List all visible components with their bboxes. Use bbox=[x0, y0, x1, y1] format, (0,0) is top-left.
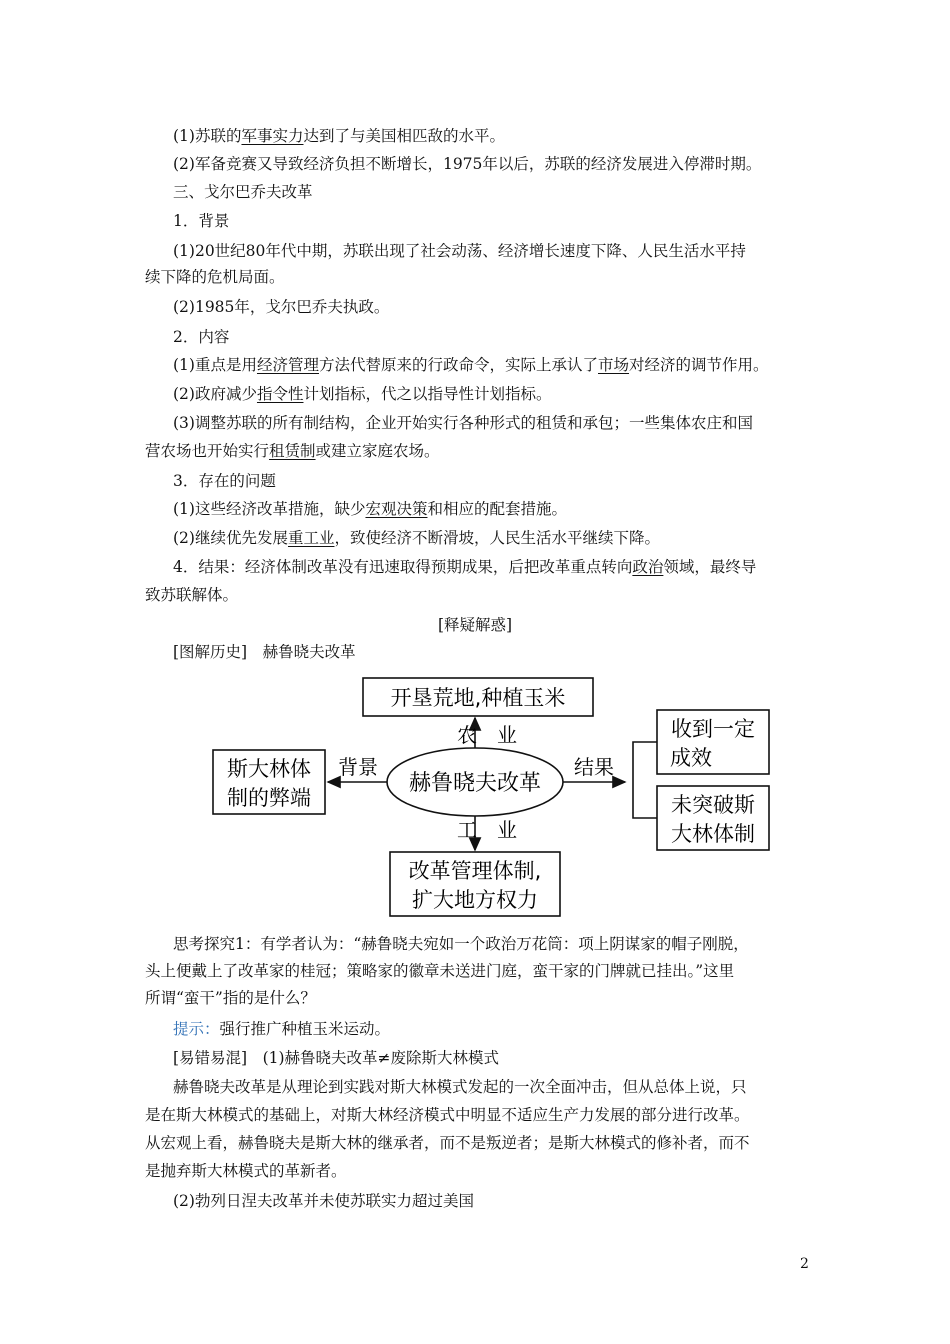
confuse-para-2: (2)勃列日涅夫改革并未使苏联实力超过美国 bbox=[173, 1192, 474, 1210]
text: 营农场也开始实行 bbox=[145, 442, 270, 460]
right-box-2-line2: 大林体制 bbox=[671, 822, 755, 846]
text: (1)这些经济改革措施，缺少 bbox=[173, 500, 366, 518]
hint-label: 提示： bbox=[173, 1020, 220, 1038]
key-term: 政治 bbox=[632, 558, 664, 576]
subheading-content: 2．内容 bbox=[173, 328, 230, 346]
diagram-title: [图解历史] 赫鲁晓夫改革 bbox=[173, 643, 356, 661]
text: 领域，最终导 bbox=[663, 558, 757, 576]
key-term: 市场 bbox=[598, 356, 630, 374]
para-background-1a: (1)20世纪80年代中期，苏联出现了社会动荡、经济增长速度下降、人民生活水平持 bbox=[173, 242, 746, 260]
para-content-3a: (3)调整苏联的所有制结构，企业开始实行各种形式的租赁和承包；一些集体农庄和国 bbox=[173, 414, 753, 432]
think-question-b: 头上便戴上了改革家的桂冠；策略家的徽章未送进门庭，蛮干家的门牌就已挂出。”这里 bbox=[145, 962, 735, 980]
text: (2)继续优先发展 bbox=[173, 529, 288, 547]
hint-text: 强行推广种植玉米运动。 bbox=[219, 1020, 391, 1038]
confuse-heading: [易错易混] (1)赫鲁晓夫改革≠废除斯大林模式 bbox=[173, 1049, 500, 1067]
right-box-1-line1: 收到一定 bbox=[671, 717, 755, 741]
khrushchev-reform-diagram bbox=[205, 672, 775, 918]
key-term: 租赁制 bbox=[269, 442, 316, 460]
para-content-3b bbox=[145, 440, 440, 462]
think-question-a: 思考探究1：有学者认为：“赫鲁晓夫宛如一个政治万花筒：项上阴谋家的帽子刚脱， bbox=[173, 935, 749, 953]
key-term: 指令性 bbox=[256, 385, 304, 403]
label-agriculture: 农 业 bbox=[457, 723, 517, 747]
text: 计划指标，代之以指导性计划指标。 bbox=[303, 385, 552, 403]
key-term: 军事实力 bbox=[241, 127, 304, 145]
text: 或建立家庭农场。 bbox=[315, 442, 440, 460]
left-box-line2: 制的弊端 bbox=[227, 786, 311, 810]
key-term: 宏观决策 bbox=[365, 500, 428, 518]
para-background-1b: 续下降的危机局面。 bbox=[145, 268, 285, 286]
para-content-2 bbox=[173, 383, 552, 405]
text: (2)政府减少 bbox=[173, 385, 257, 403]
text: 方法代替原来的行政命令，实际上承认了 bbox=[318, 356, 598, 374]
para-military-parity bbox=[173, 125, 505, 147]
para-result-b: 致苏联解体。 bbox=[145, 586, 239, 604]
label-background: 背景 bbox=[338, 755, 378, 779]
para-problem-2 bbox=[173, 527, 660, 549]
confuse-para-b: 是在斯大林模式的基础上，对斯大林经济模式中明显不适应生产力发展的部分进行改革。 bbox=[145, 1106, 750, 1124]
text: 对经济的调节作用。 bbox=[629, 356, 769, 374]
think-question-c: 所谓“蛮干”指的是什么？ bbox=[145, 989, 316, 1007]
text: (1)重点是用 bbox=[173, 356, 257, 374]
para-arms-race: (2)军备竞赛又导致经济负担不断增长，1975年以后，苏联的经济发展进入停滞时期。 bbox=[173, 155, 762, 173]
subheading-background: 1．背景 bbox=[173, 212, 230, 230]
key-term: 经济管理 bbox=[256, 356, 319, 374]
text: 和相应的配套措施。 bbox=[427, 500, 567, 518]
right-box-2-line1: 未突破斯 bbox=[671, 793, 755, 817]
text: ，致使经济不断滑坡，人民生活水平继续下降。 bbox=[334, 529, 660, 547]
confuse-para-c: 从宏观上看，赫鲁晓夫是斯大林的继承者，而不是叛逆者；是斯大林模式的修补者，而不 bbox=[145, 1134, 750, 1152]
result-bracket bbox=[633, 742, 657, 818]
subheading-problems: 3．存在的问题 bbox=[173, 472, 276, 490]
think-hint bbox=[173, 1018, 390, 1040]
text: (1)苏联的 bbox=[173, 127, 242, 145]
text: 4．结果：经济体制改革没有迅速取得预期成果，后把改革重点转向 bbox=[173, 558, 633, 576]
section-title: 三、戈尔巴乔夫改革 bbox=[173, 183, 313, 201]
label-result: 结果 bbox=[574, 755, 614, 779]
para-problem-1 bbox=[173, 498, 567, 520]
explain-heading: [释疑解惑] bbox=[437, 616, 513, 634]
para-result-a bbox=[173, 556, 756, 578]
para-background-2: (2)1985年，戈尔巴乔夫执政。 bbox=[173, 298, 390, 316]
label-industry: 工 业 bbox=[457, 818, 517, 842]
bottom-box-line2: 扩大地方权力 bbox=[412, 888, 538, 912]
key-term: 重工业 bbox=[287, 529, 335, 547]
top-box-text: 开垦荒地,种植玉米 bbox=[390, 686, 566, 710]
bottom-box-line1: 改革管理体制, bbox=[408, 859, 542, 883]
left-box-line1: 斯大林体 bbox=[227, 757, 311, 781]
page-number: 2 bbox=[800, 1256, 809, 1272]
center-text: 赫鲁晓夫改革 bbox=[408, 771, 542, 796]
right-box-1-line2: 成效 bbox=[670, 746, 712, 770]
confuse-para-a: 赫鲁晓夫改革是从理论到实践对斯大林模式发起的一次全面冲击，但从总体上说，只 bbox=[173, 1078, 747, 1096]
para-content-1 bbox=[173, 354, 769, 376]
confuse-para-d: 是抛弃斯大林模式的革新者。 bbox=[145, 1162, 347, 1180]
text: 达到了与美国相匹敌的水平。 bbox=[303, 127, 505, 145]
